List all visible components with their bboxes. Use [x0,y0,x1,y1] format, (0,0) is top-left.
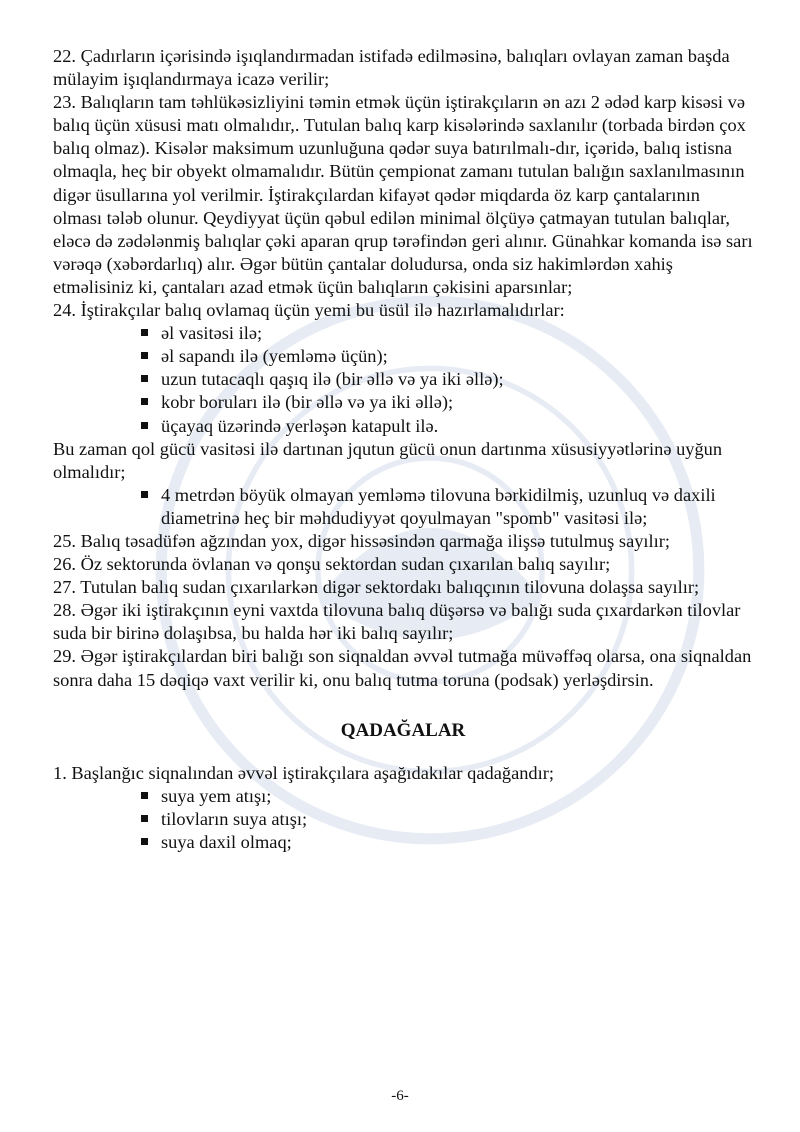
list-item: suya yem atışı; [161,785,753,808]
bullet-icon [141,329,148,336]
rule-26: 26. Öz sektorunda övlanan və qonşu sektordan sudan çıxarılan balıq sayılır; [53,554,611,575]
rule-24: 24. İştirakçılar balıq ovlamaq üçün yemi bu üsül ilə hazırlamalıdırlar: [53,300,565,321]
bullet-icon [141,838,148,845]
spomb-list [53,484,753,530]
list-item: suya daxil olmaq; [161,831,753,854]
bullet-icon [141,491,148,498]
bullet-icon [141,422,148,429]
bullet-icon [141,352,148,359]
section-title: QADAĞALAR [340,719,466,741]
rule-29: 29. Əgər iştirakçılardan biri balığı son siqnaldan əvvəl tutmağa müvəffəq olarsa, ona siqnaldan sonra daha 15 dəqiqə vaxt verilir ki, onu balıq tutma toruna (podsak) yerləşdirsin. [53,646,752,690]
list-item: üçayaq üzərində yerləşən katapult ilə. [161,415,753,438]
rule-22: 22. Çadırların içərisində işıqlandırmadan istifadə edilməsinə, balıqları ovlayan zaman başda mülayim işıqlandırmaya icazə verilir; [53,46,730,90]
document-body [53,45,753,854]
bait-methods-list [53,322,753,437]
list-item: uzun tutacaqlı qaşıq ilə (bir əllə və ya iki əllə); [161,368,753,391]
bullet-icon [141,375,148,382]
rule-27: 27. Tutulan balıq sudan çıxarılarkən digər sektordakı balıqçının tilovuna dolaşsa sayılır; [53,577,700,598]
list-item: 4 metrdən böyük olmayan yemləmə tilovuna bərkidilmiş, uzunluq və daxili diametrinə heç bir məhdudiyyət qoyulmayan "spomb" vasitəsi ilə; [161,484,753,530]
rule-23: 23. Balıqların tam təhlükəsizliyini təmin etmək üçün iştirakçıların ən azı 2 ədəd karp kisəsi və balıq üçün xüsusi matı olmalıdır,. Tutulan balıq karp kisələrində saxlanılır (torbada birdən çox balıq olmaz). Kisələr maksimum uzunluğuna qədər suya batırılmalı-dır, içəridə, balıq istisna olmaqla, heç bir obyekt olmamalıdır. Bütün çempionat zamanı tutulan balığın saxlanılmasının digər üsullarına yol verilmir. İştirakçılardan kifayət qədər miqdarda öz karp çantalarının olması tələb olunur. Qeydiyyat üçün qəbul edilən minimal ölçüyə çatmayan tutulan balıqlar, eləcə də zədələnmiş balıqlar çəki aparan qrup tərəfindən geri alınır. Günahkar komanda isə sarı vərəqə (xəbərdarlıq) alır. Əgər bütün çantalar doludursa, onda siz hakimlərdən xahiş etməlisiniz ki, çantaları azad etmək üçün balıqların çəkisini aparsınlar; [53,92,753,297]
rule-25: 25. Balıq təsadüfən ağzından yox, digər hissəsindən qarmağa ilişsə tutulmuş sayılır; [53,530,670,551]
bullet-icon [141,815,148,822]
list-item: əl sapandı ilə (yemləmə üçün); [161,345,753,368]
prohibitions-list [53,785,753,854]
prohibition-intro: 1. Başlanğıc siqnalından əvvəl iştirakçılara aşağıdakılar qadağandır; [53,762,554,783]
list-item: kobr boruları ilə (bir əllə və ya iki əllə); [161,391,753,414]
page-number: -6- [391,1088,409,1104]
bullet-icon [141,792,148,799]
list-item: əl vasitəsi ilə; [161,322,753,345]
list-item: tilovların suya atışı; [161,808,753,831]
bullet-icon [141,398,148,405]
force-note: Bu zaman qol gücü vasitəsi ilə dartınan jqutun gücü onun dartınma xüsusiyyətlərinə uyğun olmalıdır; [53,438,723,482]
rule-28: 28. Əgər iki iştirakçının eyni vaxtda tilovuna balıq düşərsə və balığı suda çıxardarkən tilovlar suda bir birinə dolaşıbsa, bu halda hər iki balıq sayılır; [53,600,741,644]
